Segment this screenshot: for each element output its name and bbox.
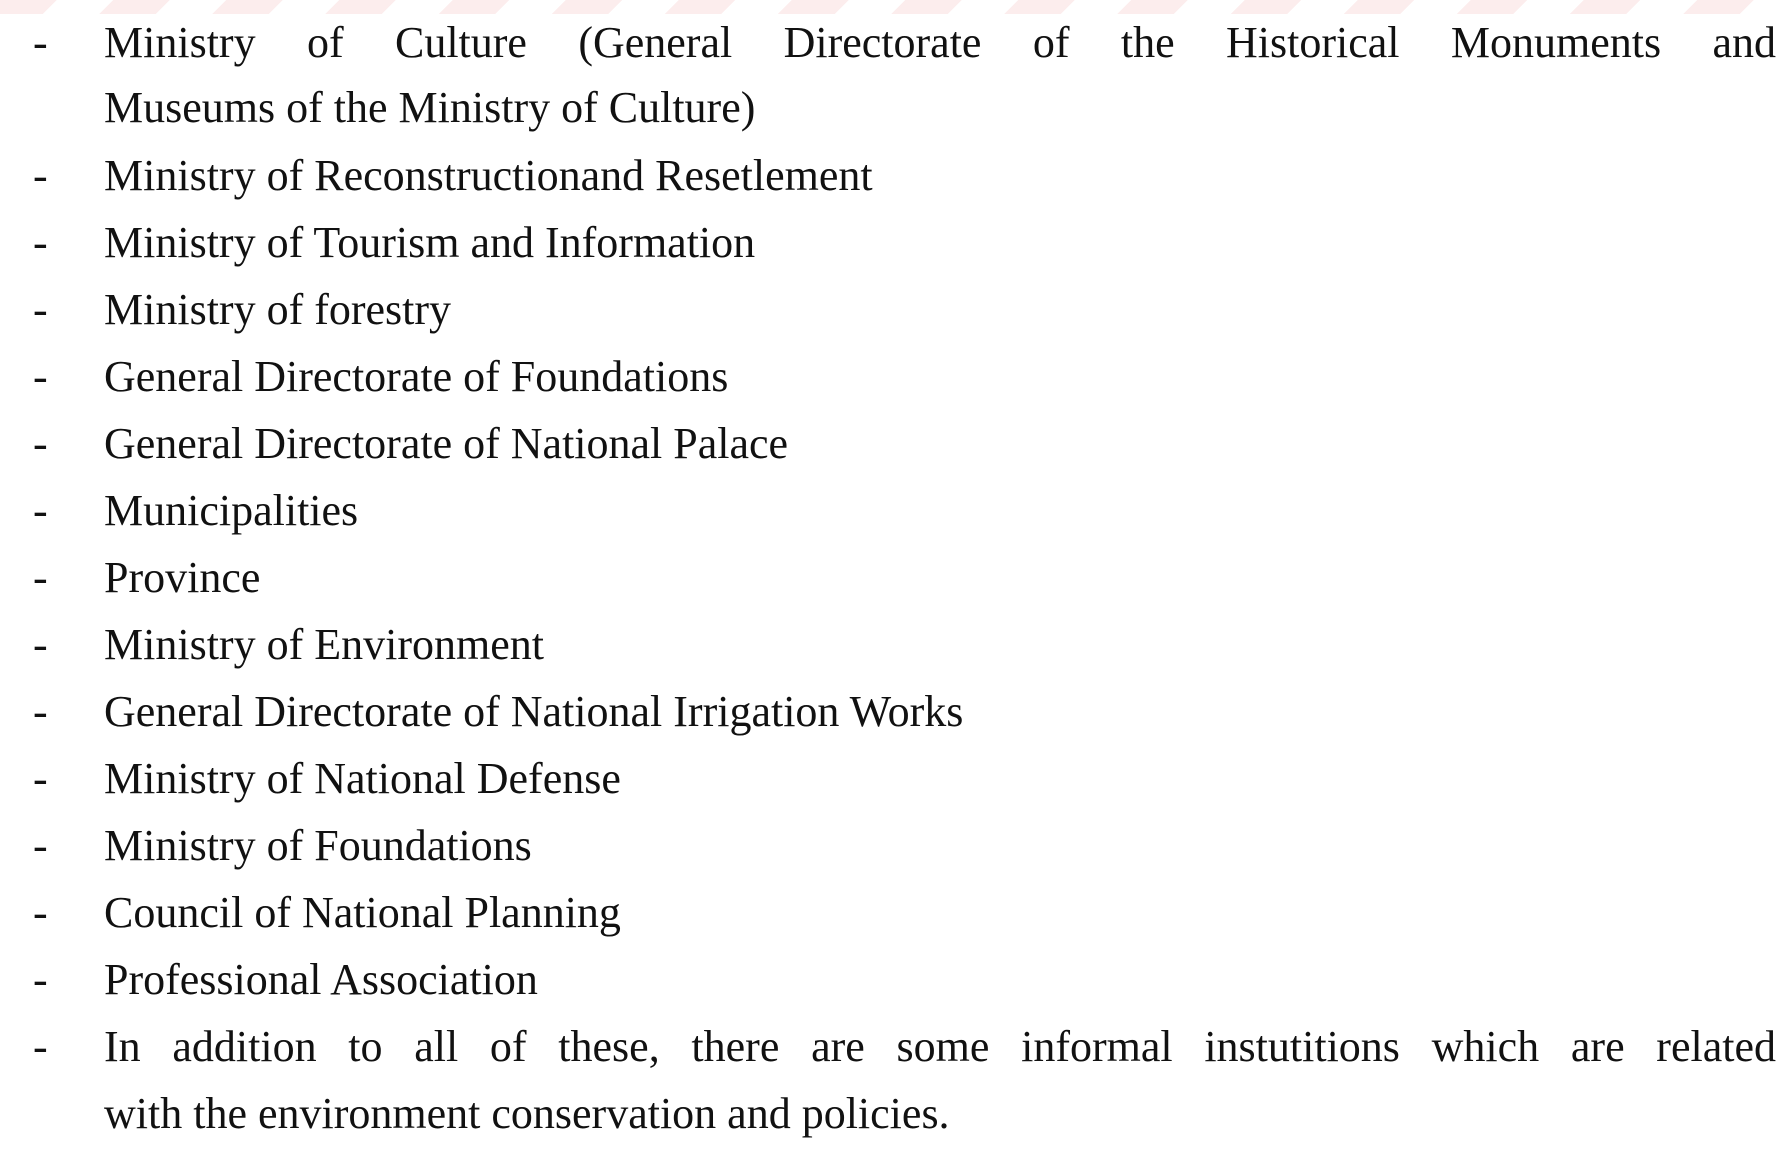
- bullet-dash: -: [33, 419, 48, 468]
- list-item: [0, 813, 1784, 879]
- list-item-text: General Directorate of National Irrigation Works: [104, 687, 964, 736]
- list-item-text: Municipalities: [104, 486, 359, 535]
- bullet-dash: -: [33, 821, 48, 870]
- bullet-dash: -: [33, 352, 48, 401]
- list-item-text: Ministry of Reconstructionand Resetlement: [104, 151, 873, 200]
- list-item-continuation: [0, 1081, 1784, 1147]
- list-item-text: Ministry of forestry: [104, 285, 452, 334]
- bullet-dash: -: [33, 285, 48, 334]
- list-item-text: Professional Association: [104, 955, 538, 1004]
- list-item: [0, 545, 1784, 611]
- list-item-text: Province: [104, 553, 261, 602]
- list-item-text: Council of National Planning: [104, 888, 621, 937]
- bullet-dash: -: [33, 888, 48, 937]
- list-item-text: Ministry of National Defense: [104, 754, 621, 803]
- bullet-dash: -: [33, 553, 48, 602]
- bullet-dash: -: [33, 151, 48, 200]
- list-item-text: Ministry of Culture (General Directorate of the Historical Monuments and: [104, 18, 1776, 67]
- bullet-dash: -: [33, 218, 48, 267]
- bullet-dash: -: [33, 620, 48, 669]
- list-item-text: In addition to all of these, there are some informal instutitions which are related: [104, 1022, 1776, 1071]
- list-item-text: Ministry of Environment: [104, 620, 544, 669]
- list-item: [0, 210, 1784, 276]
- list-item: [0, 947, 1784, 1013]
- list-item: [0, 411, 1784, 477]
- bullet-dash: -: [33, 955, 48, 1004]
- bullet-dash: -: [33, 754, 48, 803]
- list-item-text: Museums of the Ministry of Culture): [104, 83, 756, 132]
- bullet-dash: -: [33, 1022, 48, 1071]
- bullet-dash: -: [33, 18, 48, 67]
- list-item-text: General Directorate of National Palace: [104, 419, 789, 468]
- list-item: [0, 1014, 1784, 1080]
- list-item: [0, 10, 1784, 76]
- list-item: [0, 143, 1784, 209]
- list-item-text: Ministry of Tourism and Information: [104, 218, 756, 267]
- list-item-text: General Directorate of Foundations: [104, 352, 729, 401]
- list-item: [0, 478, 1784, 544]
- list-item: [0, 746, 1784, 812]
- list-item-text: Ministry of Foundations: [104, 821, 532, 870]
- list-item-continuation: [0, 75, 1784, 141]
- list-item-text: with the environment conservation and policies.: [104, 1089, 950, 1138]
- list-item: [0, 679, 1784, 745]
- list-item: [0, 344, 1784, 410]
- list-item: [0, 612, 1784, 678]
- list-item: [0, 277, 1784, 343]
- bullet-dash: -: [33, 486, 48, 535]
- list-item: [0, 880, 1784, 946]
- bullet-dash: -: [33, 687, 48, 736]
